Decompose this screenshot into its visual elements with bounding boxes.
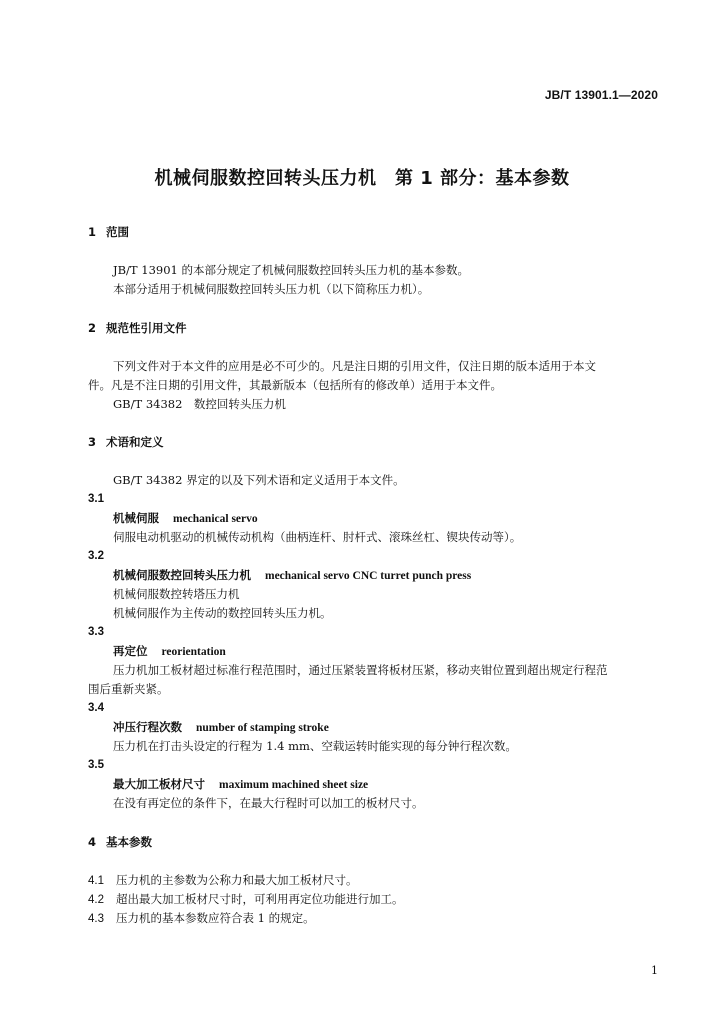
clause-item [88, 872, 658, 889]
term-heading [113, 776, 658, 793]
section-3-heading [88, 434, 658, 450]
standard-code: JB/T 13901.1—2020 [544, 88, 658, 102]
section-2-heading [88, 320, 658, 336]
clause-number: 4.3 [88, 913, 104, 925]
clause-item [88, 891, 658, 908]
clause-text: 超出最大加工板材尺寸时，可利用再定位功能进行加工。 [116, 892, 404, 906]
clause-number: 4.2 [88, 894, 104, 906]
term-heading [113, 719, 658, 736]
section-title: 基本参数 [106, 835, 152, 849]
term-chinese: 机械伺服数控回转头压力机 [113, 568, 251, 582]
section-number: 3 [88, 435, 97, 449]
term-english: reorientation [161, 646, 226, 658]
term-english: mechanical servo [173, 513, 258, 525]
term-heading [113, 567, 658, 584]
term-chinese: 机械伺服 [113, 511, 159, 525]
term-english: mechanical servo CNC turret punch press [265, 570, 472, 582]
term-definition: 机械伺服作为主传动的数控回转头压力机。 [113, 606, 332, 620]
normative-reference: GB/T 34382 数控回转头压力机 [113, 397, 286, 411]
term-definition: 伺服电动机驱动的机械传动机构（曲柄连杆、肘杆式、滚珠丝杠、锲块传动等）。 [113, 530, 522, 544]
term-number: 3.5 [88, 759, 104, 771]
term-alternative: 机械伺服数控转塔压力机 [113, 587, 240, 601]
term-number: 3.1 [88, 493, 104, 505]
clause-item [88, 910, 658, 927]
section-4-heading [88, 834, 658, 850]
term-english: number of stamping stroke [196, 722, 329, 734]
term-definition: 压力机加工板材超过标准行程范围时，通过压紧装置将板材压紧，移动夹钳位置到超出规定行程范 [113, 663, 608, 677]
paragraph: JB/T 13901 的本部分规定了机械伺服数控回转头压力机的基本参数。 [113, 263, 469, 277]
term-chinese: 最大加工板材尺寸 [113, 777, 205, 791]
section-number: 4 [88, 835, 97, 849]
document-title: 机械伺服数控回转头压力机 第 1 部分：基本参数 [154, 168, 570, 189]
term-english: maximum machined sheet size [219, 779, 369, 791]
section-number: 1 [88, 225, 97, 239]
term-definition: 压力机在打击头设定的行程为 1.4 mm、空载运转时能实现的每分钟行程次数。 [113, 739, 517, 753]
term-heading [113, 643, 658, 660]
paragraph: 下列文件对于本文件的应用是必不可少的。凡是注日期的引用文件，仅注日期的版本适用于本文 [113, 359, 596, 373]
paragraph: GB/T 34382 界定的以及下列术语和定义适用于本文件。 [113, 473, 405, 487]
section-number: 2 [88, 321, 97, 335]
term-chinese: 再定位 [113, 644, 148, 658]
page-number: 1 [651, 964, 658, 977]
clause-number: 4.1 [88, 875, 104, 887]
paragraph: 本部分适用于机械伺服数控回转头压力机（以下简称压力机）。 [113, 282, 430, 296]
term-definition-continued: 围后重新夹紧。 [88, 682, 169, 696]
clause-text: 压力机的主参数为公称力和最大加工板材尺寸。 [116, 873, 358, 887]
term-chinese: 冲压行程次数 [113, 720, 182, 734]
paragraph: 件。凡是不注日期的引用文件，其最新版本（包括所有的修改单）适用于本文件。 [88, 378, 502, 392]
term-number: 3.4 [88, 702, 104, 714]
section-title: 范围 [106, 225, 129, 239]
term-number: 3.3 [88, 626, 104, 638]
term-heading [113, 510, 658, 527]
term-number: 3.2 [88, 550, 104, 562]
clause-text: 压力机的基本参数应符合表 1 的规定。 [116, 911, 315, 925]
section-title: 术语和定义 [106, 435, 164, 449]
term-definition: 在没有再定位的条件下，在最大行程时可以加工的板材尺寸。 [113, 796, 424, 810]
section-title: 规范性引用文件 [106, 321, 187, 335]
section-1-heading [88, 224, 658, 240]
